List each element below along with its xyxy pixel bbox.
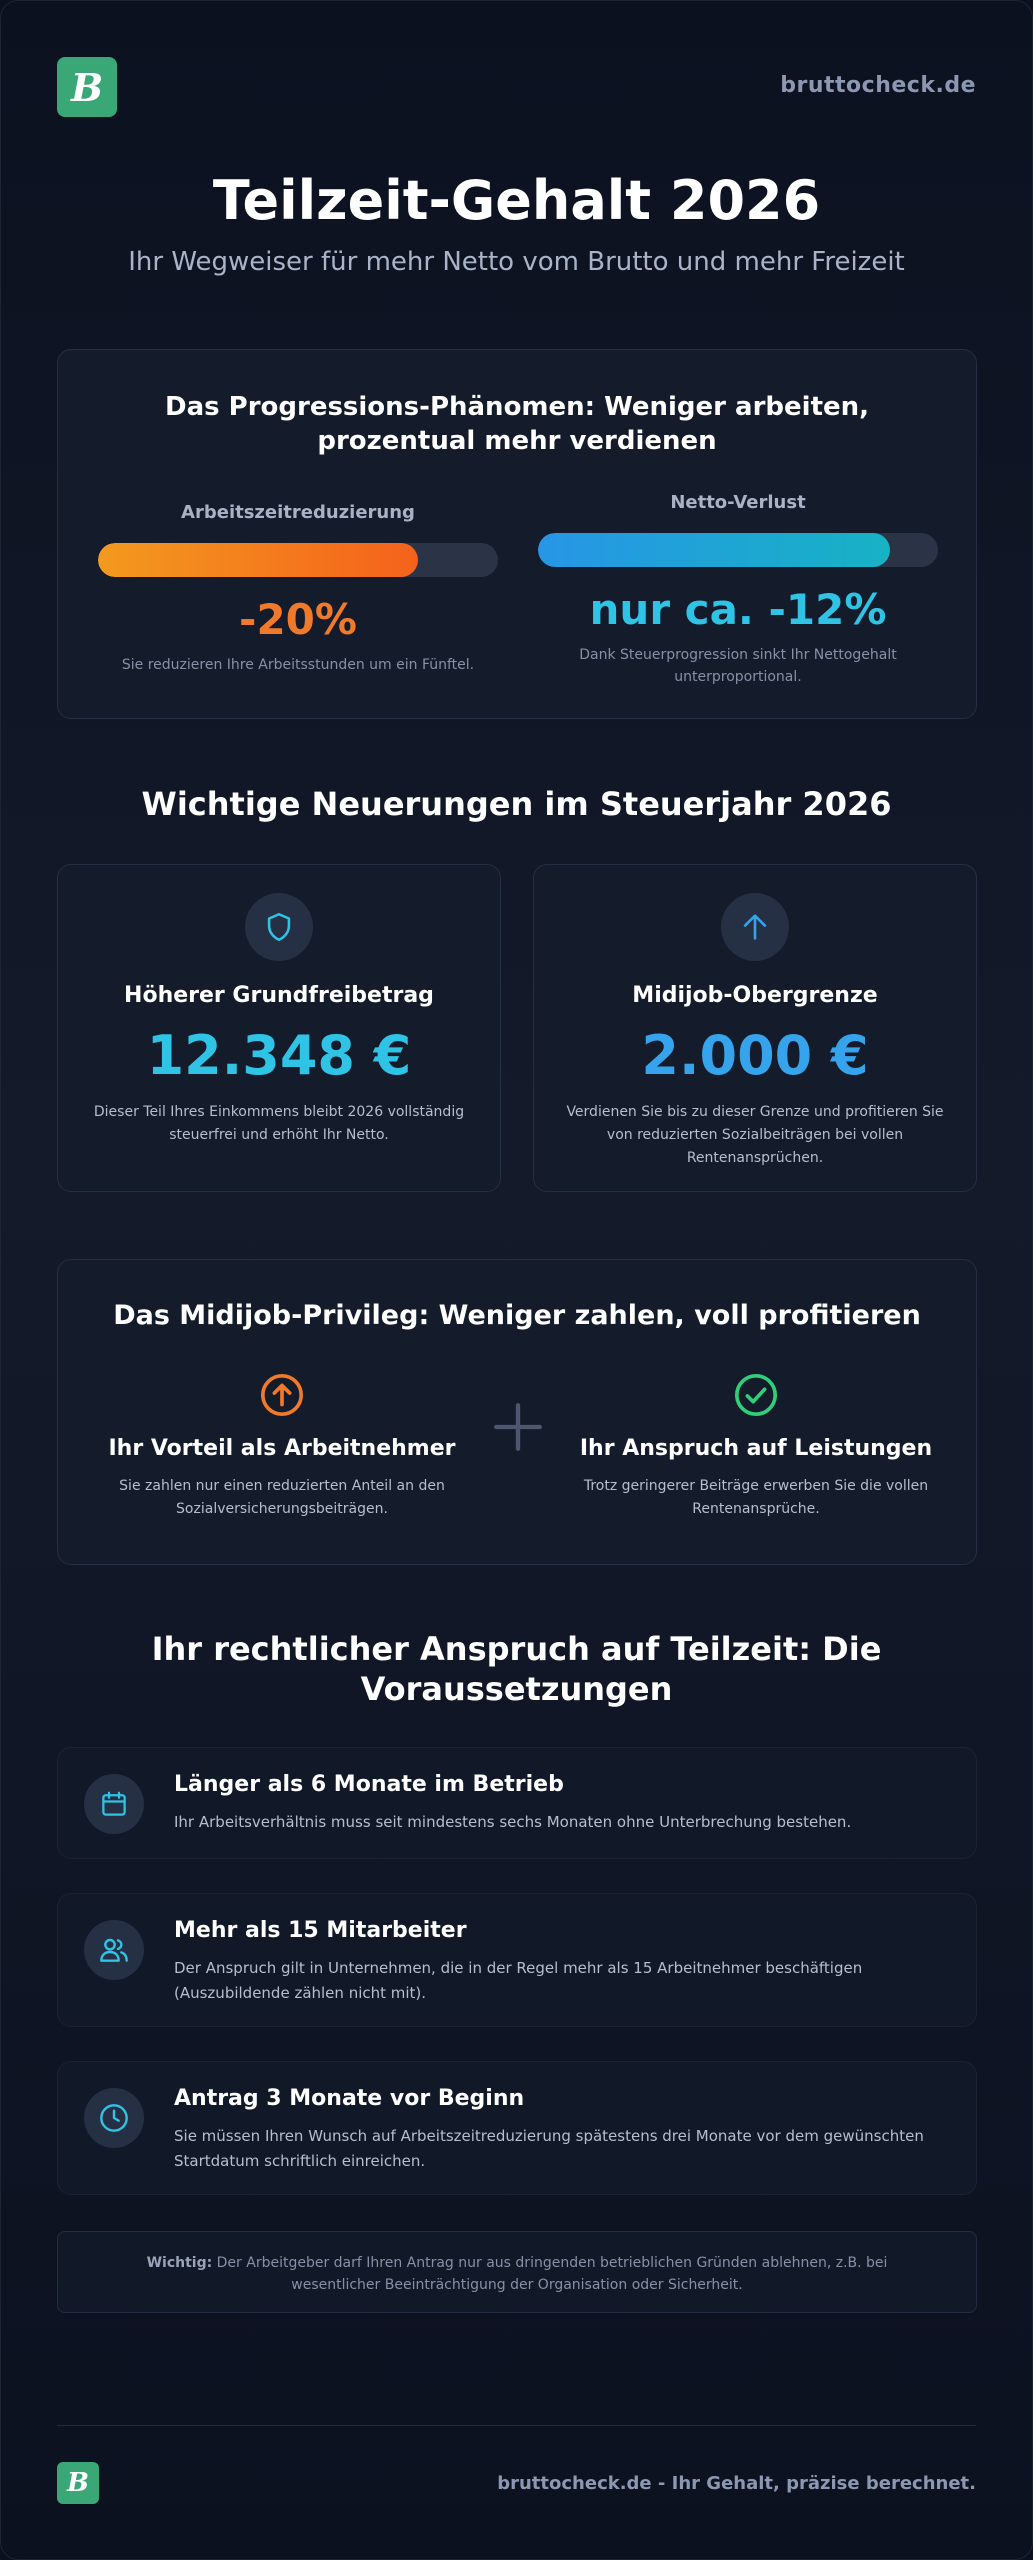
news-card-desc: Dieser Teil Ihres Einkommens bleibt 2026 vollständig steuerfrei und erhöht Ihr Netto. <box>93 1104 465 1143</box>
requirement-desc: Ihr Arbeitsverhältnis muss seit mindestens sechs Monaten ohne Unterbrechung bestehen. <box>174 1813 852 1831</box>
requirement-title: Antrag 3 Monate vor Beginn <box>174 2086 525 2111</box>
circle-arrow-up-icon <box>259 1372 305 1418</box>
page-subtitle: Ihr Wegweiser für mehr Netto vom Brutto und mehr Freizeit <box>128 247 905 277</box>
requirement-item <box>57 2061 977 2195</box>
footer-logo[interactable]: B <box>57 2462 99 2504</box>
net-loss-value: nur ca. -12% <box>589 585 887 634</box>
footer-text[interactable]: bruttocheck.de - Ihr Gehalt, präzise berechnet. <box>497 2473 976 2494</box>
page-title: Teilzeit-Gehalt 2026 <box>212 169 821 232</box>
net-loss-note: Dank Steuerprogression sinkt Ihr Nettogehalt unterproportional. <box>579 647 897 685</box>
requirement-title: Mehr als 15 Mitarbeiter <box>174 1918 467 1943</box>
reduction-bar <box>98 543 498 577</box>
requirement-desc: Sie müssen Ihren Wunsch auf Arbeitszeitreduzierung spätestens drei Monate vor dem gewünschten Startdatum schriftlich einreichen. <box>174 2127 924 2170</box>
footer-divider <box>57 2425 976 2426</box>
news-card-title: Midijob-Obergrenze <box>632 983 878 1008</box>
important-note-label: Wichtig: <box>146 2255 213 2271</box>
important-note <box>57 2231 977 2313</box>
news-card-midijob <box>533 864 977 1192</box>
net-loss-column <box>538 492 938 688</box>
requirement-item <box>57 1747 977 1859</box>
requirement-desc: Der Anspruch gilt in Unternehmen, die in der Regel mehr als 15 Arbeitnehmer beschäftigen (Auszubildende zählen nicht mit). <box>174 1959 863 2002</box>
news-card-desc: Verdienen Sie bis zu dieser Grenze und profitieren Sie von reduzierten Sozialbeiträgen bei vollen Rentenansprüchen. <box>566 1104 944 1166</box>
midijob-title: Das Midijob-Privileg: Weniger zahlen, voll profitieren <box>113 1300 921 1331</box>
plus-icon <box>489 1398 547 1456</box>
progression-title: Das Progressions-Phänomen: Weniger arbeiten, prozentual mehr verdienen <box>164 392 870 456</box>
calendar-icon <box>84 1774 144 1834</box>
progression-card <box>57 349 977 719</box>
clock-icon <box>84 2088 144 2148</box>
reduction-note: Sie reduzieren Ihre Arbeitsstunden um ein Fünftel. <box>121 657 475 673</box>
midijob-advantage <box>92 1372 472 1521</box>
news-card-title: Höherer Grundfreibetrag <box>124 983 434 1008</box>
net-loss-bar <box>538 533 938 567</box>
news-card-value: 12.348 € <box>146 1024 412 1087</box>
midijob-advantage-title: Ihr Vorteil als Arbeitnehmer <box>108 1436 456 1461</box>
reduction-bar-fill <box>98 543 418 577</box>
midijob-entitlement-title: Ihr Anspruch auf Leistungen <box>579 1436 933 1461</box>
net-loss-label: Netto-Verlust <box>670 492 806 513</box>
midijob-entitlement-desc: Trotz geringerer Beiträge erwerben Sie die vollen Rentenansprüche. <box>583 1478 929 1517</box>
important-note-text: Der Arbeitgeber darf Ihren Antrag nur aus dringenden betrieblichen Gründen ablehnen, z.B. bei wesentlicher Beeinträchtigung der Organisation oder Sicherheit. <box>216 2255 888 2293</box>
requirement-title: Länger als 6 Monate im Betrieb <box>174 1772 564 1797</box>
midijob-advantage-desc: Sie zahlen nur einen reduzierten Anteil an den Sozialversicherungsbeiträgen. <box>119 1478 445 1517</box>
news-card-grundfreibetrag <box>57 864 501 1192</box>
brand-logo[interactable]: B <box>57 57 117 117</box>
news-card-value: 2.000 € <box>641 1024 869 1087</box>
news-section-title: Wichtige Neuerungen im Steuerjahr 2026 <box>141 785 892 823</box>
legal-section-title: Ihr rechtlicher Anspruch auf Teilzeit: Die Voraussetzungen <box>151 1630 882 1708</box>
header <box>57 57 976 117</box>
net-loss-bar-fill <box>538 533 890 567</box>
reduction-column <box>98 502 498 676</box>
users-icon <box>84 1920 144 1980</box>
midijob-entitlement <box>566 1372 946 1521</box>
site-name[interactable]: bruttocheck.de <box>780 73 976 98</box>
requirement-item <box>57 1893 977 2027</box>
reduction-label: Arbeitszeitreduzierung <box>181 502 415 523</box>
midijob-card <box>57 1259 977 1565</box>
arrow-up-icon <box>721 893 789 961</box>
reduction-value: -20% <box>239 595 357 644</box>
check-circle-icon <box>733 1372 779 1418</box>
shield-icon <box>245 893 313 961</box>
